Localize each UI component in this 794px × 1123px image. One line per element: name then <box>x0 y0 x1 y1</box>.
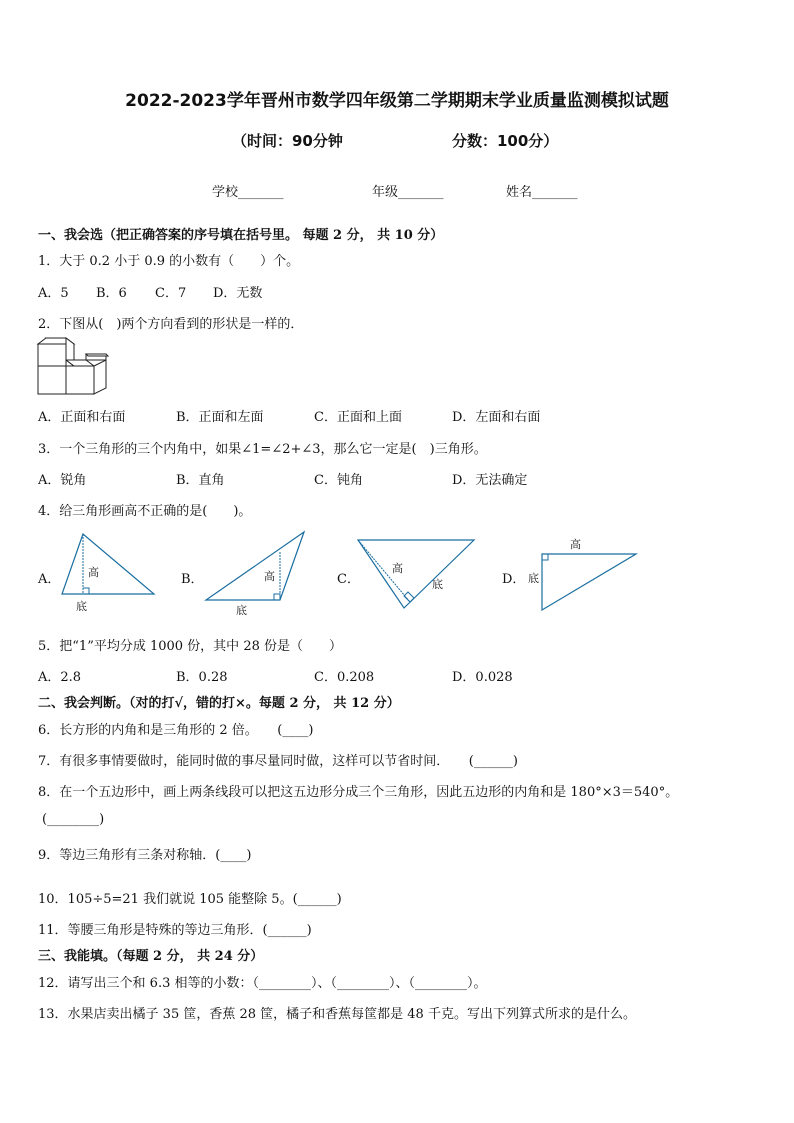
q1-option-b[interactable]: B．6 <box>96 286 127 301</box>
q3-option-a[interactable]: A．锐角 <box>38 473 87 488</box>
q4c-di-label: 底 <box>432 578 443 591</box>
question-9: 9．等边三角形有三条对称轴．(____) <box>38 848 252 863</box>
q4-option-c[interactable]: C． <box>337 572 360 587</box>
page-title: 2022-2023学年晋州市数学四年级第二学期期末学业质量监测模拟试题 <box>125 91 669 111</box>
q5-option-a[interactable]: A．2.8 <box>38 670 82 685</box>
question-8-answer-blank[interactable]: (________) <box>42 812 105 827</box>
triangle-b-figure <box>200 528 312 616</box>
question-5: 5．把“1”平均分成 1000 份，其中 28 份是（ ） <box>38 639 342 654</box>
question-4: 4．给三角形画高不正确的是( )。 <box>38 504 252 519</box>
question-6: 6．长方形的内角和是三角形的 2 倍。 (____) <box>38 723 314 738</box>
cube-stack-figure <box>36 336 110 398</box>
question-1: 1．大于 0.2 小于 0.9 的小数有（ ）个。 <box>38 254 300 269</box>
q5-option-c[interactable]: C．0.208 <box>314 670 375 685</box>
question-3: 3．一个三角形的三个内角中，如果∠1=∠2+∠3，那么它一定是( )三角形。 <box>38 442 487 457</box>
school-field[interactable]: 学校_______ <box>212 185 284 200</box>
q3-option-b[interactable]: B．直角 <box>176 473 225 488</box>
q4a-di-label: 底 <box>76 600 87 613</box>
q1-option-a[interactable]: A．5 <box>38 286 69 301</box>
question-7: 7．有很多事情要做时，能同时做的事尽量同时做，这样可以节省时间． (______) <box>38 754 518 769</box>
section-3-heading: 三、我能填。（每题 2 分， 共 24 分） <box>38 949 264 964</box>
question-10: 10．105÷5=21 我们就说 105 能整除 5。(______) <box>38 892 342 907</box>
question-12: 12．请写出三个和 6.3 相等的小数：（________）、（________）、（________）。 <box>38 976 487 991</box>
q1-option-c[interactable]: C．7 <box>155 286 187 301</box>
q4d-di-label: 底 <box>528 572 539 585</box>
q2-option-b[interactable]: B．正面和左面 <box>176 410 264 425</box>
q4-option-b[interactable]: B． <box>181 572 204 587</box>
triangle-d-figure <box>524 534 640 614</box>
q1-option-d[interactable]: D．无数 <box>213 286 263 301</box>
q4-option-a[interactable]: A． <box>38 572 61 587</box>
q3-option-d[interactable]: D．无法确定 <box>452 473 528 488</box>
section-2-heading: 二、我会判断。（对的打√，错的打×。每题 2 分， 共 12 分） <box>38 696 400 711</box>
q5-option-b[interactable]: B．0.28 <box>176 670 228 685</box>
section-1-heading: 一、我会选（把正确答案的序号填在括号里。 每题 2 分， 共 10 分） <box>38 228 444 243</box>
q4-option-d[interactable]: D． <box>502 572 526 587</box>
q5-option-d[interactable]: D．0.028 <box>452 670 513 685</box>
q4a-gao-label: 高 <box>88 566 99 579</box>
triangle-c-figure <box>356 536 478 612</box>
question-2: 2．下图从( )两个方向看到的形状是一样的． <box>38 317 304 332</box>
q4d-gao-label: 高 <box>570 538 581 551</box>
name-field[interactable]: 姓名_______ <box>506 185 578 200</box>
q3-option-c[interactable]: C．钝角 <box>314 473 363 488</box>
q2-option-d[interactable]: D．左面和右面 <box>452 410 541 425</box>
exam-time: （时间：90分钟 <box>232 132 343 150</box>
q4c-gao-label: 高 <box>392 562 403 575</box>
q2-option-a[interactable]: A．正面和右面 <box>38 410 126 425</box>
exam-score: 分数：100分） <box>452 132 559 150</box>
question-8: 8．在一个五边形中，画上两条线段可以把这五边形分成三个三角形，因此五边形的内角和是 180°×3＝540°。 <box>38 785 679 800</box>
question-11: 11．等腰三角形是特殊的等边三角形．(______) <box>38 923 312 938</box>
q2-option-c[interactable]: C．正面和上面 <box>314 410 402 425</box>
q4b-di-label: 底 <box>236 604 247 616</box>
question-13: 13．水果店卖出橘子 35 筐，香蕉 28 筐，橘子和香蕉每筐都是 48 千克。写出下列算式所求的是什么。 <box>38 1007 636 1022</box>
q4b-gao-label: 高 <box>264 570 275 583</box>
triangle-a-figure <box>58 530 158 616</box>
grade-field[interactable]: 年级_______ <box>372 185 444 200</box>
